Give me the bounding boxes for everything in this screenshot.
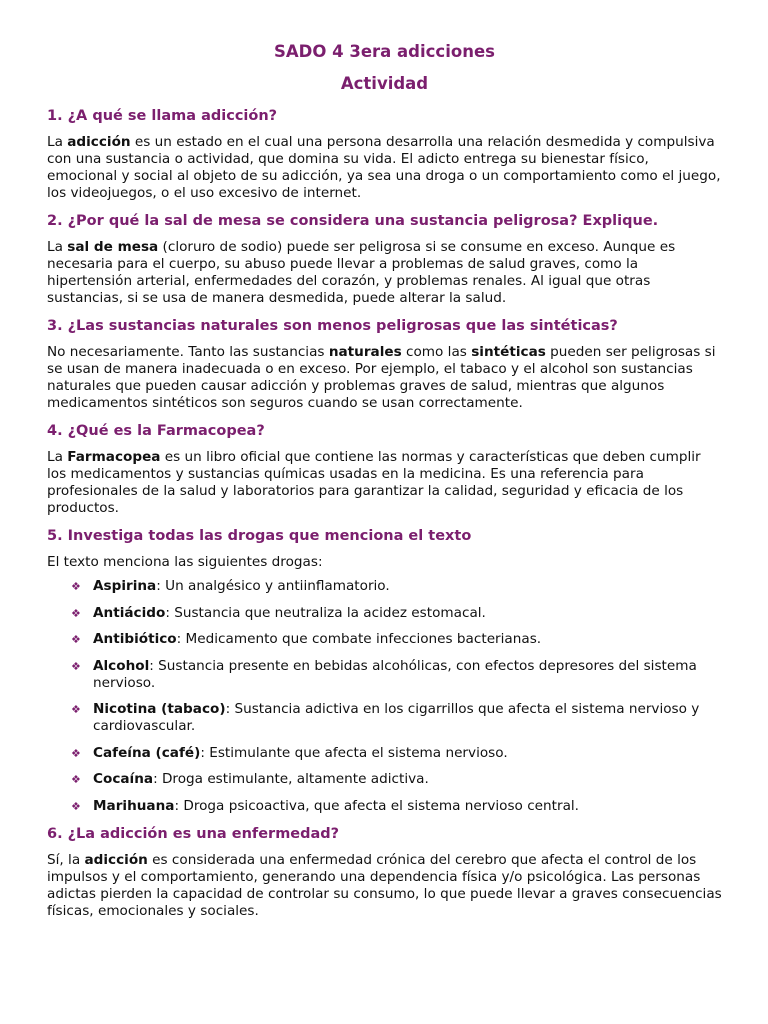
diamond-bullet-icon: ❖ <box>71 746 81 760</box>
drug-list-item: ❖ Nicotina (tabaco): Sustancia adictiva en los cigarrillos que afecta el sistema nervioso y cardiovascular. <box>71 701 700 734</box>
diamond-bullet-icon: ❖ <box>71 580 81 593</box>
answer-4: La Farmacopea es un libro oficial que contiene las normas y características que deben cumplir los medicamentos y sustancias químicas usadas en la medicina. Es una referencia para profesionales de la salud y laboratorios para garantizar la calidad, seguridad y eficacia de los productos. <box>47 449 701 516</box>
diamond-bullet-icon: ❖ <box>71 773 81 786</box>
drug-list-item: ❖ Aspirina: Un analgésico y antiinflamatorio. <box>71 578 390 594</box>
drug-list-item: ❖ Alcohol: Sustancia presente en bebidas alcohólicas, con efectos depresores del sistema nervioso. <box>71 657 697 691</box>
answer-3: No necesariamente. Tanto las sustancias naturales como las sintéticas pueden ser peligrosas si se usan de manera inadecuada o en exceso. Por ejemplo, el tabaco y el alcohol son sustancias naturales que pueden causar adicción y problemas graves de salud, mientras que algunos medicamentos sintéticos son seguros cuando se usan correctamente. <box>47 344 716 411</box>
diamond-bullet-icon: ❖ <box>71 606 81 620</box>
question-4-heading: 4. ¿Qué es la Farmacopea? <box>47 423 265 439</box>
question-2-heading: 2. ¿Por qué la sal de mesa se considera una sustancia peligrosa? Explique. <box>47 213 659 229</box>
drug-list-item: ❖ Antiácido: Sustancia que neutraliza la acidez estomacal. <box>71 604 486 621</box>
question-1-heading: 1. ¿A qué se llama adicción? <box>47 108 278 124</box>
question-5-heading: 5. Investiga todas las drogas que menciona el texto <box>47 528 472 544</box>
document-subtitle: Actividad <box>340 74 429 93</box>
drug-list-item: ❖ Cafeína (café): Estimulante que afecta el sistema nervioso. <box>71 744 508 761</box>
answer-1: La adicción es un estado en el cual una persona desarrolla una relación desmedida y compulsiva con una sustancia o actividad, que domina su vida. El adicto entrega su bienestar físico, emocional y social al objeto de su adicción, ya sea una droga o un comportamiento como el juego, los videojuegos, o el uso excesivo de internet. <box>47 134 721 201</box>
diamond-bullet-icon: ❖ <box>71 703 81 716</box>
drug-list-item: ❖ Antibiótico: Medicamento que combate infecciones bacterianas. <box>71 631 542 647</box>
drug-list-item: ❖ Marihuana: Droga psicoactiva, que afecta el sistema nervioso central. <box>71 797 579 814</box>
answer-6: Sí, la adicción es considerada una enfermedad crónica del cerebro que afecta el control de los impulsos y el comportamiento, generando una dependencia física y/o psicológica. Las personas adictas pierden la capacidad de controlar su consumo, lo que puede llevar a graves consecuencias físicas, emocionales y sociales. <box>47 852 722 919</box>
document-title: SADO 4 3era adicciones <box>274 42 495 61</box>
drug-list-item: ❖ Cocaína: Droga estimulante, altamente adictiva. <box>71 771 429 787</box>
drug-list <box>47 578 722 815</box>
answer-5-intro: El texto menciona las siguientes drogas: <box>47 554 323 570</box>
answer-2: La sal de mesa (cloruro de sodio) puede ser peligrosa si se consume en exceso. Aunque es necesaria para el cuerpo, su abuso puede llevar a problemas de salud graves, como la hipertensión arterial, enfermedades del corazón, y problemas renales. Al igual que otras sustancias, si se usa de manera desmedida, puede alterar la salud. <box>47 239 676 306</box>
diamond-bullet-icon: ❖ <box>71 633 81 646</box>
diamond-bullet-icon: ❖ <box>71 799 81 813</box>
diamond-bullet-icon: ❖ <box>71 659 81 673</box>
question-6-heading: 6. ¿La adicción es una enfermedad? <box>47 826 340 842</box>
question-3-heading: 3. ¿Las sustancias naturales son menos peligrosas que las sintéticas? <box>47 318 618 334</box>
